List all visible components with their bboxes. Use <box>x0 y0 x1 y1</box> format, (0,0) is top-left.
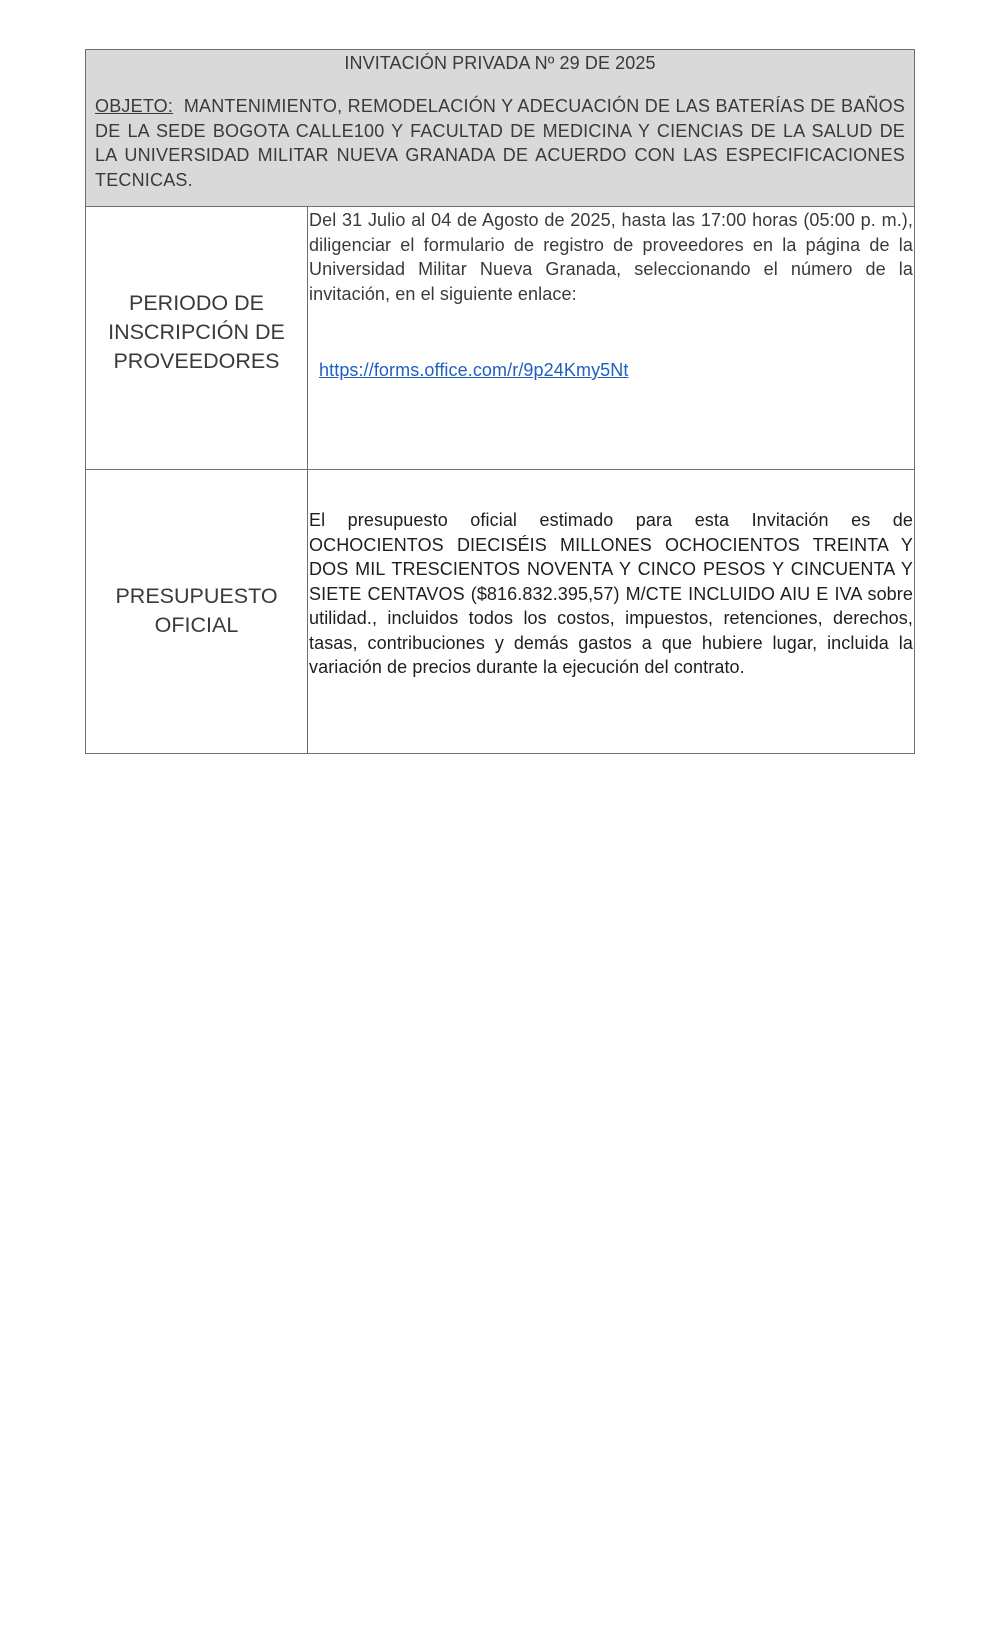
objeto-label: OBJETO: <box>95 96 174 116</box>
inscripcion-label: PERIODO DE INSCRIPCIÓN DE PROVEEDORES <box>108 290 285 373</box>
inscripcion-text: Del 31 Julio al 04 de Agosto de 2025, hasta las 17:00 horas (05:00 p. m.), diligenciar el formulario de registro de proveedores en la página de la Universidad Militar Nueva Granada, seleccionando el número de la invitación, en el siguiente enlace: <box>309 210 913 304</box>
invitation-title: INVITACIÓN PRIVADA Nº 29 DE 2025 <box>344 53 656 73</box>
presupuesto-text: El presupuesto oficial estimado para esta Invitación es de OCHOCIENTOS DIECISÉIS MILLONES OCHOCIENTOS TREINTA Y DOS MIL TRESCIENTOS NOVENTA Y CINCO PESOS Y CINCUENTA Y SIETE CENTAVOS ($816.832.395,57) M/CTE INCLUIDO AIU E IVA sobre utilidad., incluidos todos los costos, impuestos, retenciones, derechos, tasas, contribuciones y demás gastos a que hubiere lugar, incluida la variación de precios durante la ejecución del contrato. <box>309 510 913 677</box>
registration-form-link[interactable]: https://forms.office.com/r/9p24Kmy5Nt <box>319 360 629 380</box>
presupuesto-label: PRESUPUESTO OFICIAL <box>115 583 278 637</box>
objeto-paragraph <box>95 94 911 192</box>
invitation-table <box>85 49 915 754</box>
inscripcion-content-cell <box>308 207 914 469</box>
inscripcion-label-cell <box>86 207 308 469</box>
presupuesto-label-cell <box>86 470 308 753</box>
invitation-header <box>86 50 914 207</box>
presupuesto-content-cell <box>308 470 914 753</box>
link-wrapper <box>309 358 913 383</box>
objeto-text: MANTENIMIENTO, REMODELACIÓN Y ADECUACIÓN DE LAS BATERÍAS DE BAÑOS DE LA SEDE BOGOTA CALLE100 Y FACULTAD DE MEDICINA Y CIENCIAS DE LA SALUD DE LA UNIVERSIDAD MILITAR NUEVA GRANADA DE ACUERDO CON LAS ESPECIFICACIONES TECNICAS. <box>95 96 911 190</box>
presupuesto-row <box>86 470 914 753</box>
inscripcion-row <box>86 207 914 470</box>
